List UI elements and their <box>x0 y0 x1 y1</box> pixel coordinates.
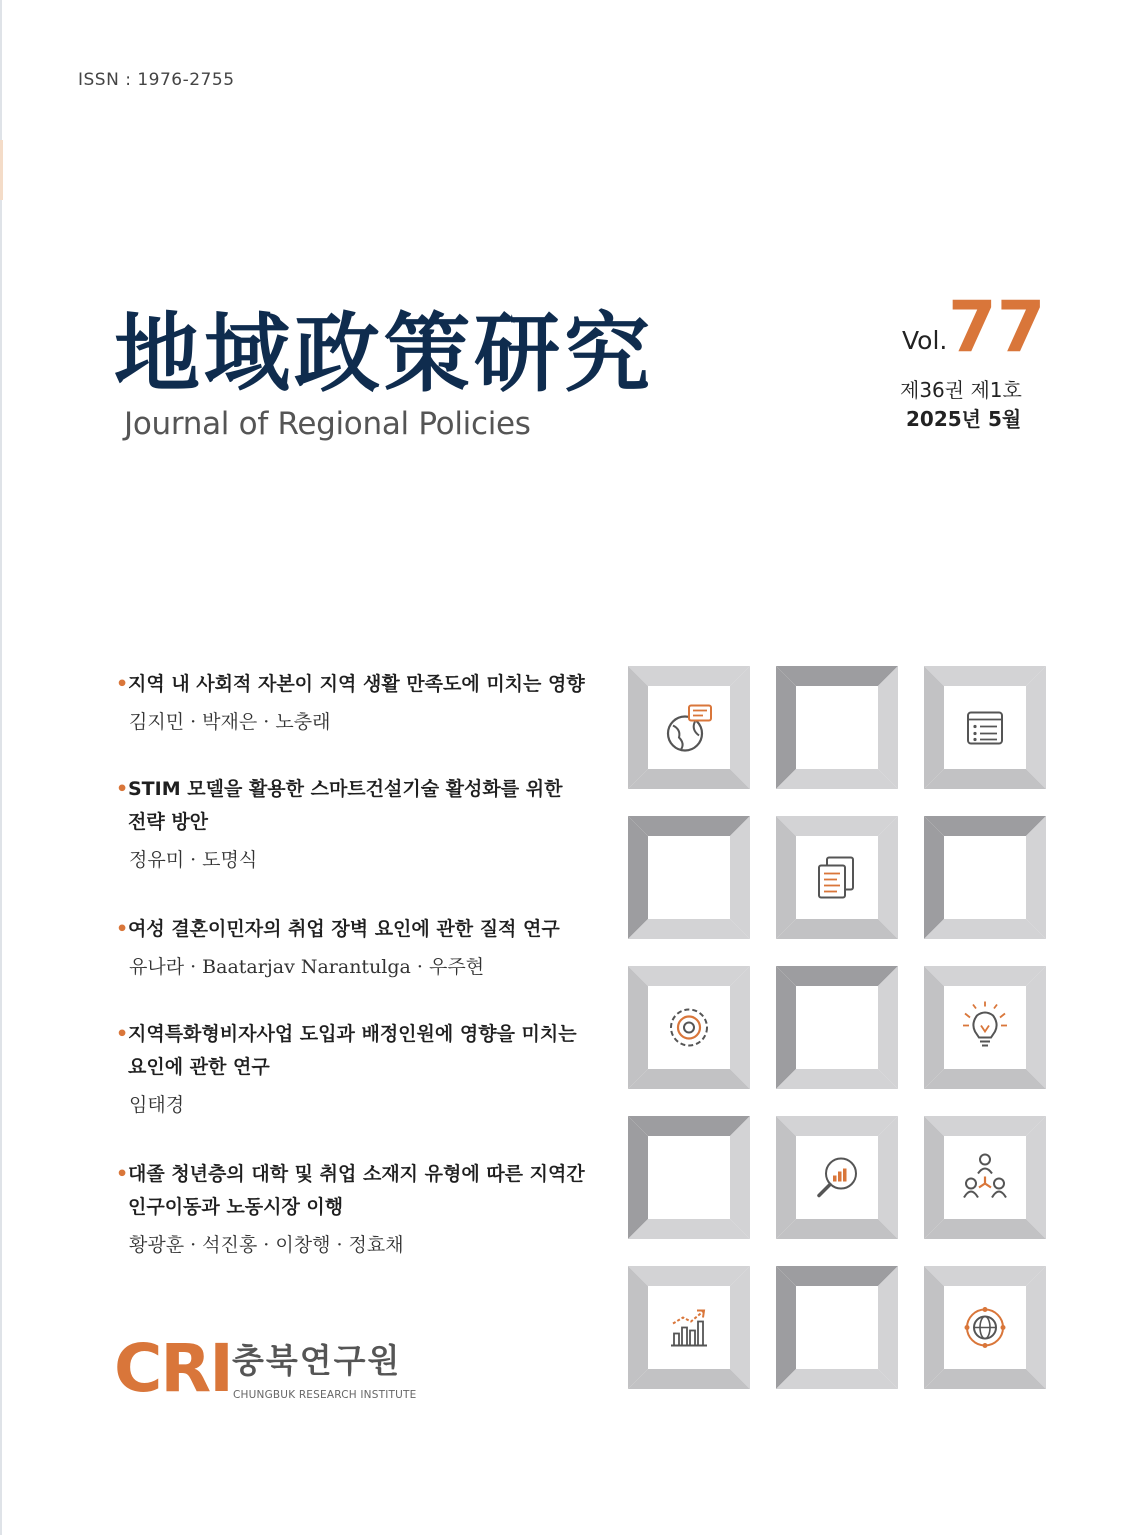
cover-tile <box>924 816 1046 939</box>
bullet-icon: • <box>116 1163 129 1185</box>
article-title: STIM 모델을 활용한 스마트건설기술 활성화를 위한 전략 방안 <box>128 778 563 833</box>
bullet-icon: • <box>116 918 129 940</box>
bullet-icon: • <box>116 778 129 800</box>
volume-number: 77 <box>948 286 1046 368</box>
cover-tile <box>628 966 750 1089</box>
cover-tile <box>776 966 898 1089</box>
issue-number: 제36권 제1호 <box>900 378 1022 402</box>
cover-tile <box>628 816 750 939</box>
journal-title-english: Journal of Regional Policies <box>124 406 531 442</box>
article-authors: 김지민 · 박재은 · 노충래 <box>129 711 331 733</box>
cover-tile <box>628 1116 750 1239</box>
publication-date: 2025년 5월 <box>906 407 1022 431</box>
bullet-icon: • <box>116 673 129 695</box>
article-authors: 임태경 <box>129 1094 185 1116</box>
cover-tile <box>924 966 1046 1089</box>
article-2 <box>116 773 586 872</box>
article-3 <box>116 913 586 979</box>
article-authors: 정유미 · 도명식 <box>129 849 258 871</box>
article-title: 지역특화형비자사업 도입과 배정인원에 영향을 미치는 요인에 관한 연구 <box>128 1023 577 1078</box>
cover-tile <box>628 1266 750 1389</box>
article-authors: 유나라 · Baatarjav Narantulga · 우주현 <box>129 956 485 978</box>
article-authors: 황광훈 · 석진홍 · 이창행 · 정효채 <box>129 1234 404 1256</box>
publisher-name-english: CHUNGBUK RESEARCH INSTITUTE <box>233 1389 417 1401</box>
page-edge-accent <box>0 140 3 200</box>
issn-number: ISSN : 1976-2755 <box>78 70 235 90</box>
bullet-icon: • <box>116 1023 129 1045</box>
publisher-name-korean: 충북연구원 <box>232 1341 402 1380</box>
cover-tile <box>776 1116 898 1239</box>
cover-tile <box>924 666 1046 789</box>
page-left-edge <box>0 0 2 1535</box>
cover-tile <box>628 666 750 789</box>
article-4 <box>116 1018 586 1117</box>
article-title: 지역 내 사회적 자본이 지역 생활 만족도에 미치는 영향 <box>128 673 585 695</box>
cover-tile <box>776 816 898 939</box>
cover-tile <box>776 1266 898 1389</box>
volume-label: Vol. <box>902 326 948 355</box>
article-5 <box>116 1158 586 1257</box>
cover-tile <box>776 666 898 789</box>
journal-title-cjk: 地域政策研究 <box>114 303 654 404</box>
article-title: 대졸 청년층의 대학 및 취업 소재지 유형에 따른 지역간 인구이동과 노동시장 이행 <box>128 1163 585 1218</box>
article-title: 여성 결혼이민자의 취업 장벽 요인에 관한 질적 연구 <box>128 918 560 940</box>
article-1 <box>116 668 586 734</box>
cover-tile <box>924 1266 1046 1389</box>
publisher-logo-mark: CRI <box>114 1330 232 1407</box>
cover-tile-grid <box>628 666 1048 1391</box>
cover-tile <box>924 1116 1046 1239</box>
